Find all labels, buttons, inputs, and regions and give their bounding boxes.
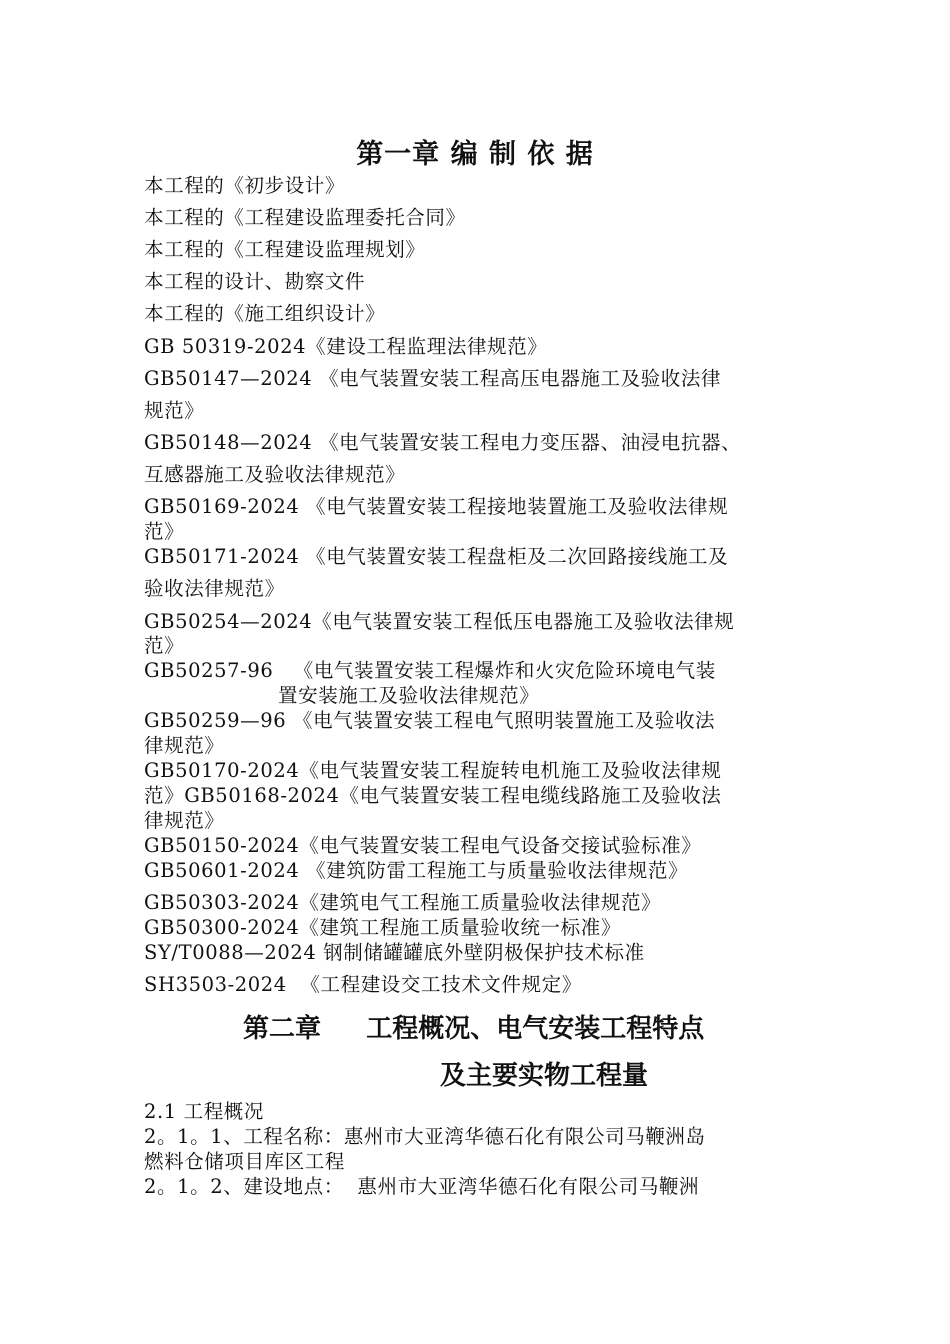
basis-item: SY/T0088—2024 钢制储罐罐底外壁阴极保护技术标准 (144, 941, 645, 964)
basis-item: 范》GB50168-2024《电气装置安装工程电缆线路施工及验收法 (144, 784, 722, 807)
basis-item-continued: 置安装施工及验收法律规范》 (278, 684, 540, 707)
overview-item: 2。1。2、建设地点： 惠州市大亚湾华德石化有限公司马鞭洲 (144, 1175, 700, 1198)
basis-item: GB50257-96 《电气装置安装工程爆炸和火灾危险环境电气装 (144, 659, 716, 682)
basis-item: GB50150-2024《电气装置安装工程电气设备交接试验标准》 (144, 834, 702, 857)
basis-item: GB50147—2024 《电气装置安装工程高压电器施工及验收法律 (144, 367, 722, 390)
basis-item: GB50300-2024《建筑工程施工质量验收统一标准》 (144, 916, 621, 939)
basis-item: GB50303-2024《建筑电气工程施工质量验收法律规范》 (144, 891, 662, 914)
basis-item: GB 50319-2024《建设工程监理法律规范》 (144, 335, 548, 358)
basis-item-continued: 规范》 (144, 399, 205, 422)
basis-item-continued: 范》 (144, 634, 185, 657)
basis-item: GB50148—2024 《电气装置安装工程电力变压器、油浸电抗器、 (144, 431, 742, 454)
basis-item-continued: 验收法律规范》 (144, 577, 285, 600)
basis-item: GB50171-2024 《电气装置安装工程盘柜及二次回路接线施工及 (144, 545, 729, 568)
basis-item-continued: 互感器施工及验收法律规范》 (144, 463, 406, 486)
basis-item: GB50170-2024《电气装置安装工程旋转电机施工及验收法律规 (144, 759, 722, 782)
basis-item-continued: 律规范》 (144, 809, 225, 832)
basis-item: GB50254—2024《电气装置安装工程低压电器施工及验收法律规 (144, 610, 735, 633)
basis-item: 本工程的《初步设计》 (144, 174, 346, 197)
basis-item: 本工程的《施工组织设计》 (144, 302, 386, 325)
basis-item: 本工程的《工程建设监理委托合同》 (144, 206, 466, 229)
basis-item-continued: 范》 (144, 520, 185, 543)
basis-item: 本工程的设计、勘察文件 (144, 270, 366, 293)
basis-item: GB50259—96 《电气装置安装工程电气照明装置施工及验收法 (144, 709, 716, 732)
chapter2-title-line1: 第二章 工程概况、电气安装工程特点 (243, 1014, 705, 1044)
chapter1-title: 第一章 编 制 依 据 (356, 139, 594, 170)
basis-item: GB50601-2024 《建筑防雷工程施工与质量验收法律规范》 (144, 859, 689, 882)
section-heading: 2.1 工程概况 (144, 1100, 265, 1123)
chapter2-title-line2: 及主要实物工程量 (440, 1061, 649, 1091)
overview-item-continued: 燃料仓储项目库区工程 (144, 1150, 346, 1173)
overview-item: 2。1。1、工程名称：惠州市大亚湾华德石化有限公司马鞭洲岛 (144, 1125, 706, 1148)
basis-item: 本工程的《工程建设监理规划》 (144, 238, 426, 261)
basis-item-continued: 律规范》 (144, 734, 225, 757)
basis-item: GB50169-2024 《电气装置安装工程接地装置施工及验收法律规 (144, 495, 729, 518)
basis-item: SH3503-2024 《工程建设交工技术文件规定》 (144, 973, 582, 996)
